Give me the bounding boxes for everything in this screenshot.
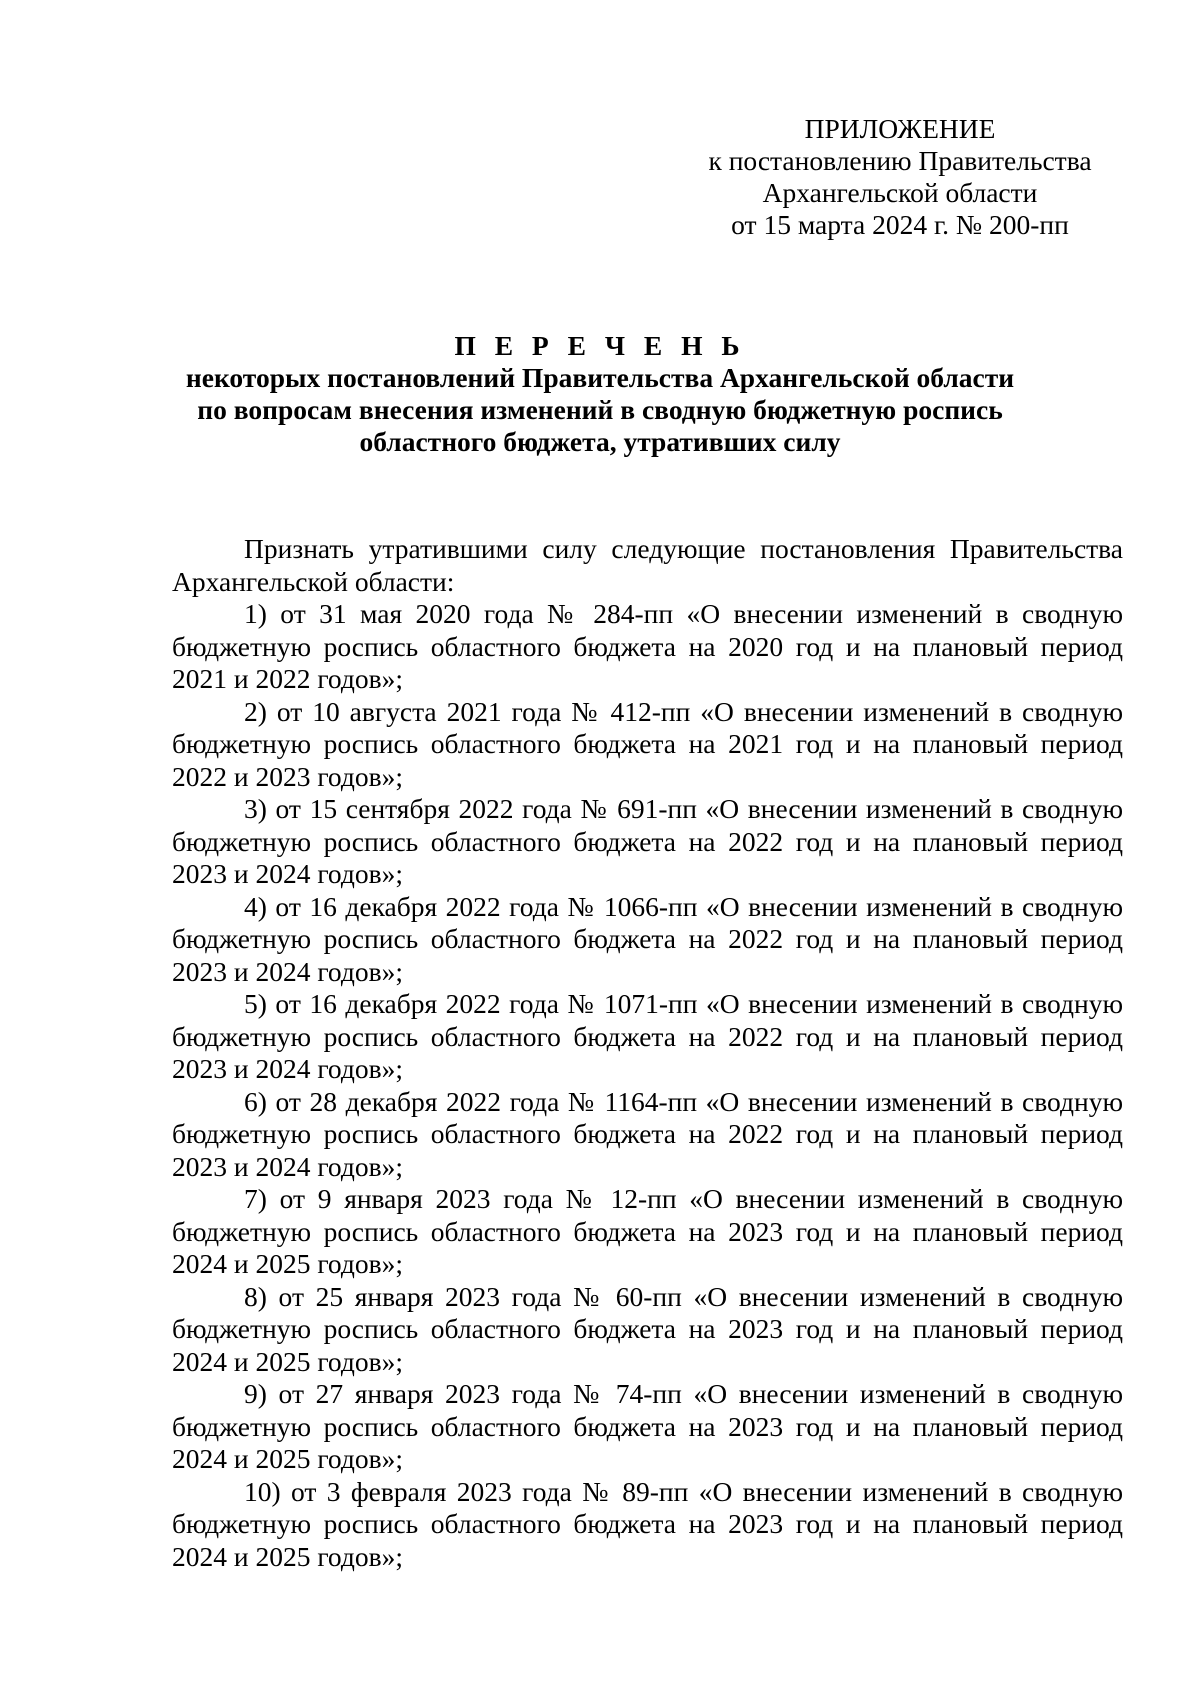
intro-paragraph: Признать утратившими силу следующие постановления Правительства Архангельской области: <box>172 533 1123 597</box>
appendix-date-number: от 15 марта 2024 г. № 200-пп <box>731 209 1069 240</box>
title-line-2: по вопросам внесения изменений в сводную бюджетную роспись <box>197 394 1003 425</box>
list-item: 7) от 9 января 2023 года № 12-пп «О внесении изменений в сводную бюджетную роспись областного бюджета на 2023 год и на плановый период 2024 и 2025 годов»; <box>172 1183 1123 1279</box>
appendix-header <box>680 113 1120 241</box>
document-body <box>172 533 1123 1573</box>
appendix-label: ПРИЛОЖЕНИЕ <box>804 113 996 144</box>
appendix-region: Архангельской области <box>762 177 1038 208</box>
list-item: 9) от 27 января 2023 года № 74-пп «О внесении изменений в сводную бюджетную роспись областного бюджета на 2023 год и на плановый период 2024 и 2025 годов»; <box>172 1378 1123 1474</box>
appendix-resolution-ref: к постановлению Правительства <box>708 145 1092 176</box>
list-item: 8) от 25 января 2023 года № 60-пп «О внесении изменений в сводную бюджетную роспись областного бюджета на 2023 год и на плановый период 2024 и 2025 годов»; <box>172 1280 1123 1377</box>
list-item: 6) от 28 декабря 2022 года № 1164-пп «О внесении изменений в сводную бюджетную роспись областного бюджета на 2022 год и на плановый период 2023 и 2024 годов»; <box>172 1085 1123 1182</box>
title-word: П Е Р Е Ч Е Н Ь <box>454 330 746 361</box>
title-line-3: областного бюджета, утративших силу <box>359 426 841 457</box>
list-item: 10) от 3 февраля 2023 года № 89-пп «О внесении изменений в сводную бюджетную роспись областного бюджета на 2023 год и на плановый период 2024 и 2025 годов»; <box>172 1475 1123 1572</box>
list-item: 5) от 16 декабря 2022 года № 1071-пп «О внесении изменений в сводную бюджетную роспись областного бюджета на 2022 год и на плановый период 2023 и 2024 годов»; <box>172 988 1123 1084</box>
title-line-1: некоторых постановлений Правительства Архангельской области <box>185 362 1015 393</box>
list-item: 2) от 10 августа 2021 года № 412-пп «О внесении изменений в сводную бюджетную роспись областного бюджета на 2021 год и на плановый период 2022 и 2023 годов»; <box>172 695 1123 792</box>
list-item: 4) от 16 декабря 2022 года № 1066-пп «О внесении изменений в сводную бюджетную роспись областного бюджета на 2022 год и на плановый период 2023 и 2024 годов»; <box>172 890 1123 987</box>
list-item: 3) от 15 сентября 2022 года № 691-пп «О внесении изменений в сводную бюджетную роспись областного бюджета на 2022 год и на плановый период 2023 и 2024 годов»; <box>172 793 1123 889</box>
document-title <box>150 330 1050 458</box>
list-item: 1) от 31 мая 2020 года № 284-пп «О внесении изменений в сводную бюджетную роспись областного бюджета на 2020 год и на плановый период 2021 и 2022 годов»; <box>172 598 1123 694</box>
